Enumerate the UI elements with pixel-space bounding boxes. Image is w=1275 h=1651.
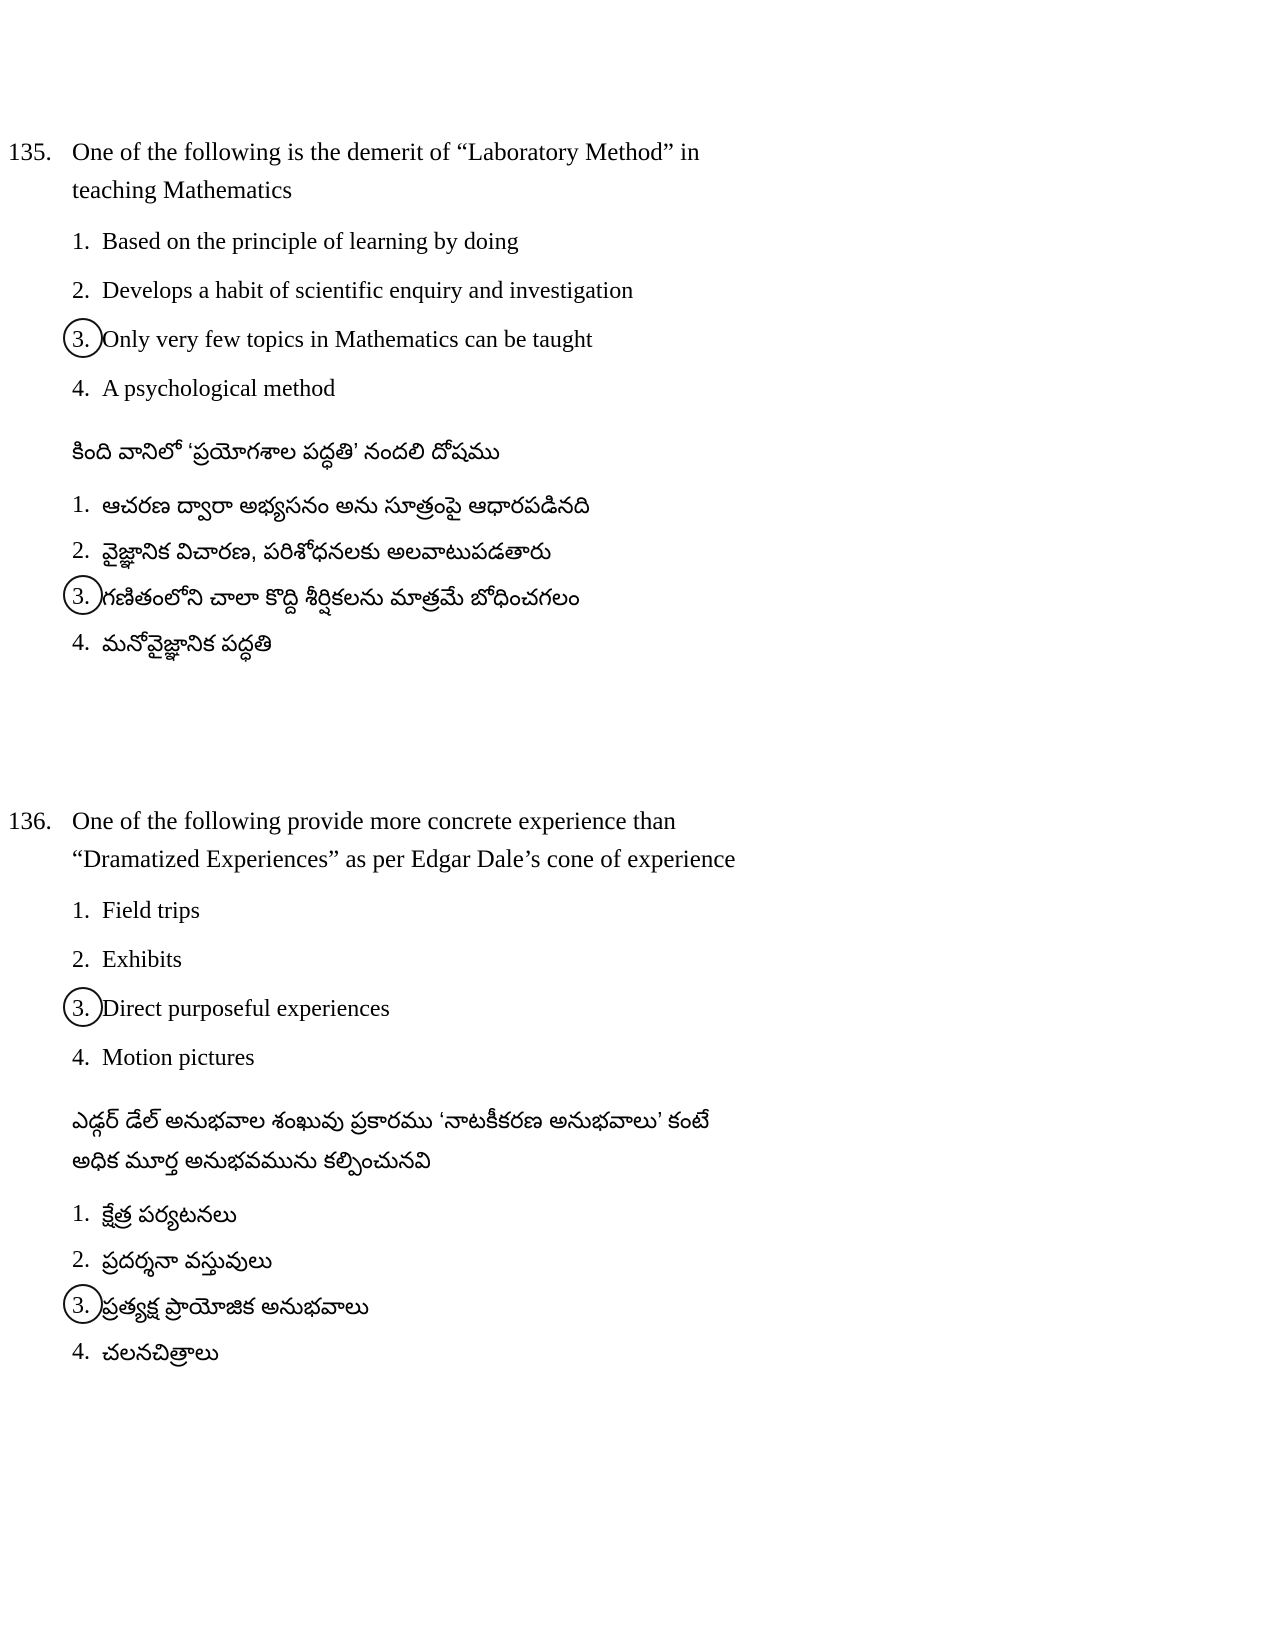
option-text-telugu: వైజ్ఞానిక విచారణ, పరిశోధనలకు అలవాటుపడతారు <box>102 538 552 564</box>
question-header <box>0 803 1275 879</box>
option-row-telugu[interactable] <box>0 487 1275 525</box>
option-marker[interactable]: 1. <box>72 229 90 255</box>
option-marker-circled[interactable]: 3. <box>0 1288 94 1324</box>
option-marker[interactable]: 1. <box>72 492 90 518</box>
option-row[interactable] <box>0 942 1275 980</box>
option-row-selected[interactable] <box>0 322 1275 360</box>
option-marker-circled[interactable]: 3. <box>0 322 94 358</box>
question-block-135 <box>0 0 1275 663</box>
option-text-telugu: ప్రత్యక్ష ప్రాయోజిక అనుభవాలు <box>102 1293 370 1319</box>
option-row-telugu[interactable] <box>0 625 1275 663</box>
option-text: Direct purposeful experiences <box>102 996 390 1022</box>
option-text-telugu: గణితంలోని చాలా కొద్ది శీర్షికలను మాత్రమే బోధించగలం <box>102 584 580 610</box>
option-marker[interactable]: 2. <box>72 1247 90 1273</box>
options-list-telugu <box>0 1196 1275 1372</box>
option-marker[interactable]: 4. <box>72 630 90 656</box>
question-stem-telugu-line: కింది వానిలో ‘ప్రయోగశాల పద్ధతి’ నందలి దోషము <box>72 438 500 464</box>
option-text-telugu: క్షేత్ర పర్యటనలు <box>102 1201 237 1227</box>
option-text: Field trips <box>102 898 201 924</box>
option-text: Only very few topics in Mathematics can be taught <box>102 327 593 353</box>
option-marker[interactable]: 1. <box>72 1201 90 1227</box>
question-number: 136. <box>8 808 52 835</box>
option-marker[interactable]: 4. <box>72 1339 90 1365</box>
options-list-telugu <box>0 487 1275 663</box>
question-stem-telugu <box>72 431 832 471</box>
question-number: 135. <box>8 139 52 166</box>
question-stem-telugu-line: అధిక మూర్త అనుభవమును కల్పించునవి <box>72 1147 431 1173</box>
question-spacer <box>0 671 1275 803</box>
options-list-english <box>0 893 1275 1078</box>
option-row-selected[interactable] <box>0 991 1275 1029</box>
question-header <box>0 134 1275 210</box>
option-text-telugu: ప్రదర్శనా వస్తువులు <box>102 1247 273 1273</box>
option-marker[interactable]: 1. <box>72 898 90 924</box>
question-stem-telugu <box>72 1100 832 1180</box>
option-row-telugu-selected[interactable] <box>0 1288 1275 1326</box>
question-stem-line: teaching Mathematics <box>72 177 293 204</box>
option-row-telugu-selected[interactable] <box>0 579 1275 617</box>
option-row[interactable] <box>0 1040 1275 1078</box>
option-text: Motion pictures <box>102 1045 255 1071</box>
option-text-telugu: ఆచరణ ద్వారా అభ్యసనం అను సూత్రంపై ఆధారపడినది <box>102 492 590 518</box>
options-list-english <box>0 224 1275 409</box>
option-marker[interactable]: 2. <box>72 947 90 973</box>
question-stem-line: “Dramatized Experiences” as per Edgar Dale’s cone of experience <box>72 846 736 873</box>
question-stem-line: One of the following is the demerit of “Laboratory Method” in <box>72 139 700 166</box>
option-marker[interactable]: 2. <box>72 538 90 564</box>
option-text: A psychological method <box>102 376 336 402</box>
option-text: Based on the principle of learning by doing <box>102 229 519 255</box>
option-row[interactable] <box>0 224 1275 262</box>
question-block-136 <box>0 803 1275 1372</box>
question-stem-line: One of the following provide more concrete experience than <box>72 808 676 835</box>
option-row[interactable] <box>0 371 1275 409</box>
option-marker[interactable]: 4. <box>72 376 90 402</box>
option-marker[interactable]: 4. <box>72 1045 90 1071</box>
question-stem-telugu-line: ఎడ్గర్ డేల్ అనుభవాల శంఖువు ప్రకారము ‘నాటకీకరణ అనుభవాలు’ కంటే <box>72 1107 710 1133</box>
option-row-telugu[interactable] <box>0 533 1275 571</box>
option-row[interactable] <box>0 273 1275 311</box>
question-stem <box>72 803 736 879</box>
option-text: Exhibits <box>102 947 183 973</box>
option-marker-circled[interactable]: 3. <box>0 579 94 615</box>
option-text: Develops a habit of scientific enquiry and investigation <box>102 278 634 304</box>
question-stem <box>72 134 700 210</box>
option-row-telugu[interactable] <box>0 1196 1275 1234</box>
option-marker-circled[interactable]: 3. <box>0 991 94 1027</box>
option-row-telugu[interactable] <box>0 1242 1275 1280</box>
option-row[interactable] <box>0 893 1275 931</box>
option-text-telugu: చలనచిత్రాలు <box>102 1339 219 1365</box>
option-text-telugu: మనోవైజ్ఞానిక పద్ధతి <box>102 630 272 656</box>
option-marker[interactable]: 2. <box>72 278 90 304</box>
option-row-telugu[interactable] <box>0 1334 1275 1372</box>
